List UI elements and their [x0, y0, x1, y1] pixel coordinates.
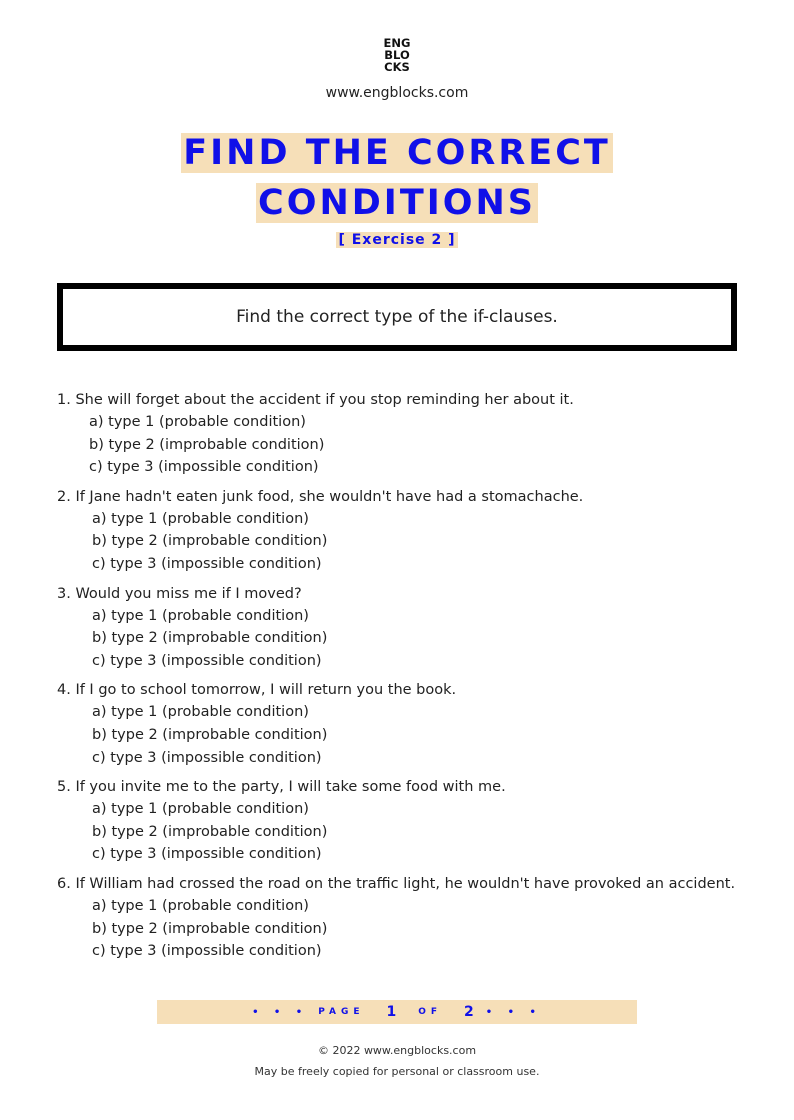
page-indicator [157, 1000, 637, 1024]
engblocks-logo [0, 37, 794, 73]
exercise-label: [ Exercise 2 ] [338, 232, 456, 248]
answer-option[interactable]: b) type 2 (improbable condition) [92, 920, 328, 937]
answer-option[interactable]: a) type 1 (probable condition) [92, 897, 309, 914]
answer-option[interactable]: a) type 1 (probable condition) [89, 414, 306, 430]
license-notice: May be freely copied for personal or classroom use. [254, 1065, 540, 1078]
answer-option[interactable]: a) type 1 (probable condition) [92, 801, 309, 818]
question-item [57, 486, 757, 576]
copyright-notice: © 2022 www.engblocks.com [317, 1044, 477, 1057]
question-item [57, 583, 757, 673]
answer-option[interactable]: c) type 3 (impossible condition) [89, 459, 319, 476]
logo-line: ENG [383, 36, 411, 50]
answer-option[interactable]: b) type 2 (improbable condition) [92, 726, 328, 743]
answer-option[interactable]: c) type 3 (impossible condition) [92, 846, 322, 863]
question-item [57, 873, 757, 963]
answer-option[interactable]: b) type 2 (improbable condition) [92, 533, 328, 550]
answer-option[interactable]: c) type 3 (impossible condition) [92, 749, 322, 766]
total-page-number: 2 [464, 1004, 474, 1020]
instruction-box [57, 283, 737, 351]
logo-line: BLO [384, 48, 410, 62]
question-text: 5. If you invite me to the party, I will take some food with me. [57, 779, 506, 796]
page-title-line-1: FIND THE CORRECT [183, 133, 611, 173]
page-label: PAGE [318, 1007, 365, 1017]
question-list [57, 389, 757, 970]
logo-line: CKS [384, 60, 410, 74]
answer-option[interactable]: b) type 2 (improbable condition) [89, 436, 325, 453]
question-text: 6. If William had crossed the road on the traffic light, he wouldn't have provoked an accident. [57, 875, 736, 892]
question-text: 1. She will forget about the accident if you stop reminding her about it. [57, 392, 574, 408]
site-url[interactable]: www.engblocks.com [325, 85, 469, 101]
question-item [57, 776, 757, 866]
answer-option[interactable]: a) type 1 (probable condition) [92, 704, 309, 721]
current-page-number: 1 [386, 1004, 397, 1020]
page-title-line-2: CONDITIONS [258, 183, 536, 223]
decorative-dots: • • • [485, 1006, 542, 1018]
answer-option[interactable]: c) type 3 (impossible condition) [92, 555, 322, 572]
question-text: 4. If I go to school tomorrow, I will return you the book. [57, 682, 457, 699]
question-text: 2. If Jane hadn't eaten junk food, she wouldn't have had a stomachache. [57, 488, 584, 505]
answer-option[interactable]: a) type 1 (probable condition) [92, 607, 309, 624]
answer-option[interactable]: b) type 2 (improbable condition) [92, 630, 328, 647]
of-label: OF [418, 1007, 443, 1017]
answer-option[interactable]: c) type 3 (impossible condition) [92, 943, 322, 960]
decorative-dots: • • • [252, 1006, 309, 1018]
answer-option[interactable]: a) type 1 (probable condition) [92, 510, 309, 527]
instruction-text: Find the correct type of the if-clauses. [236, 307, 558, 327]
question-text: 3. Would you miss me if I moved? [57, 585, 302, 602]
answer-option[interactable]: c) type 3 (impossible condition) [92, 652, 322, 669]
question-item [57, 389, 757, 479]
question-item [57, 679, 757, 769]
answer-option[interactable]: b) type 2 (improbable condition) [92, 823, 328, 840]
